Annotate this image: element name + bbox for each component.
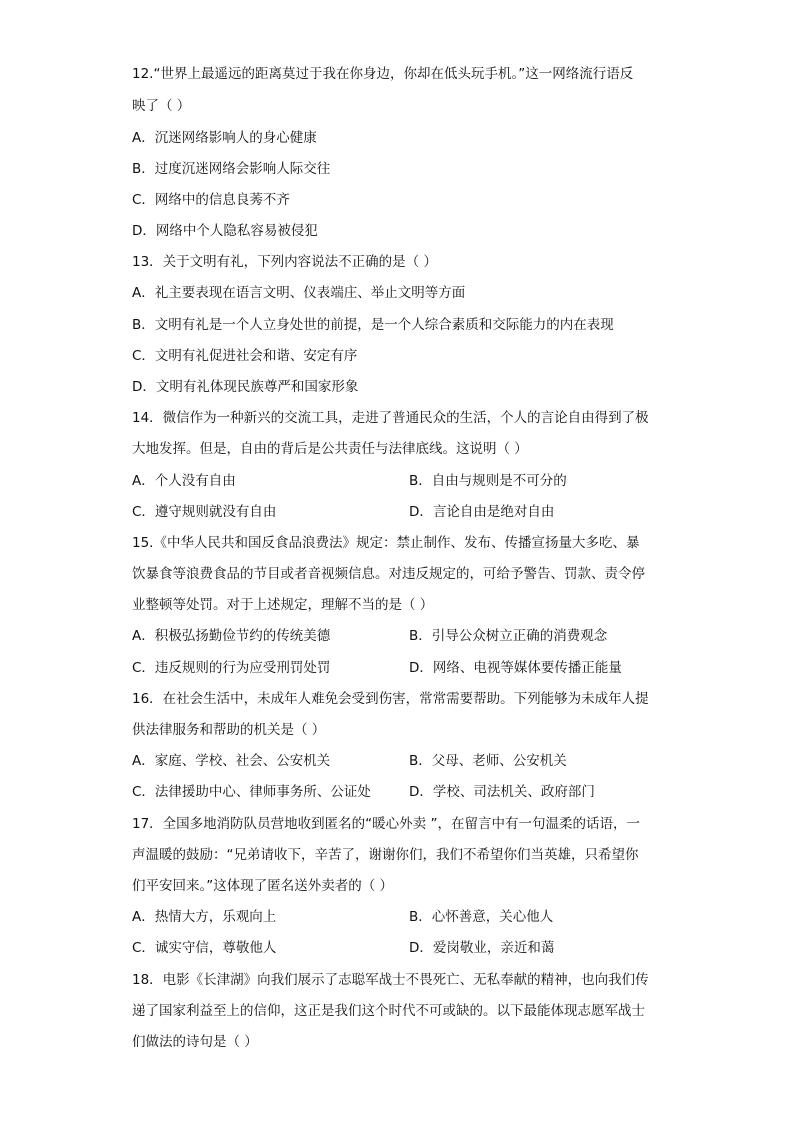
q15-option-c: C．违反规则的行为应受刑罚处罚 [132, 660, 331, 676]
q15-option-a: A．积极弘扬勤俭节约的传统美德 [132, 628, 331, 644]
q12-stem-line-1: 12.“世界上最遥远的距离莫过于我在你身边，你却在低头玩手机。”这一网络流行语反 [132, 66, 634, 82]
q14-option-c: C．遵守规则就没有自由 [132, 504, 277, 520]
q16-option-a: A．家庭、学校、社会、公安机关 [132, 753, 331, 769]
q12-stem-line-2: 映了（ ） [132, 98, 191, 114]
q14-option-a: A．个人没有自由 [132, 473, 236, 489]
q18-stem-line-3: 们做法的诗句是（ ） [132, 1034, 258, 1050]
q15-option-d: D．网络、电视等媒体要传播正能量 [409, 660, 622, 676]
q17-option-a: A．热情大方，乐观向上 [132, 909, 277, 925]
q17-option-c: C．诚实守信，尊敬他人 [132, 940, 277, 956]
q15-stem-line-2: 饮暴食等浪费食品的节目或者音视频信息。对违反规定的，可给予警告、罚款、责令停 [132, 566, 645, 582]
q17-option-b: B．心怀善意，关心他人 [409, 909, 554, 925]
q16-option-c: C．法律援助中心、律师事务所、公证处 [132, 784, 371, 800]
q12-option-d: D．网络中个人隐私容易被侵犯 [132, 223, 318, 239]
q18-stem-line-2: 递了国家利益至上的信仰，这正是我们这个时代不可或缺的。以下最能体现志愿军战士 [132, 1003, 645, 1019]
q12-option-c: C．网络中的信息良莠不齐 [132, 192, 290, 208]
q13-stem-line-1: 13．关于文明有礼，下列内容说法不正确的是（ ） [132, 254, 437, 270]
q16-stem-line-1: 16．在社会生活中，未成年人难免会受到伤害，常常需要帮助。下列能够为未成年人提 [132, 691, 649, 707]
q17-option-d: D．爱岗敬业，亲近和蔼 [409, 940, 555, 956]
q17-stem-line-1: 17．全国多地消防队员营地收到匿名的“暖心外卖 ”，在留言中有一句温柔的话语，一 [132, 816, 640, 832]
q13-option-c: C．文明有礼促进社会和谐、安定有序 [132, 348, 358, 364]
q14-option-d: D．言论自由是绝对自由 [409, 504, 555, 520]
q17-stem-line-2: 声温暖的鼓励：“兄弟请收下，辛苦了，谢谢你们，我们不希望你们当英雄，只希望你 [132, 847, 639, 863]
q13-option-b: B．文明有礼是一个人立身处世的前提，是一个人综合素质和交际能力的内在表现 [132, 317, 614, 333]
q16-option-d: D．学校、司法机关、政府部门 [409, 784, 595, 800]
q13-option-d: D．文明有礼体现民族尊严和国家形象 [132, 379, 359, 395]
q12-option-b: B．过度沉迷网络会影响人际交往 [132, 161, 331, 177]
q15-stem-line-3: 业整顿等处罚。对于上述规定，理解不当的是（ ） [132, 597, 434, 613]
q14-option-b: B．自由与规则是不可分的 [409, 473, 567, 489]
q14-stem-line-2: 大地发挥。但是，自由的背后是公共责任与法律底线。这说明（ ） [132, 441, 528, 457]
q16-stem-line-2: 供法律服务和帮助的机关是（ ） [132, 722, 326, 738]
q18-stem-line-1: 18．电影《长津湖》向我们展示了志聪军战士不畏死亡、无私奉献的精神，也向我们传 [132, 972, 649, 988]
q16-option-b: B．父母、老师、公安机关 [409, 753, 567, 769]
q15-option-b: B．引导公众树立正确的消费观念 [409, 628, 608, 644]
q12-option-a: A．沉迷网络影响人的身心健康 [132, 130, 317, 146]
q14-stem-line-1: 14．微信作为一种新兴的交流工具，走进了普通民众的生活，个人的言论自由得到了极 [132, 410, 649, 426]
q13-option-a: A．礼主要表现在语言文明、仪表端庄、举止文明等方面 [132, 285, 466, 301]
q15-stem-line-1: 15.《中华人民共和国反食品浪费法》规定：禁止制作、发布、传播宣扬量大多吃、暴 [132, 535, 640, 551]
q17-stem-line-3: 们平安回来。”这体现了匿名送外卖者的（ ） [132, 878, 394, 894]
